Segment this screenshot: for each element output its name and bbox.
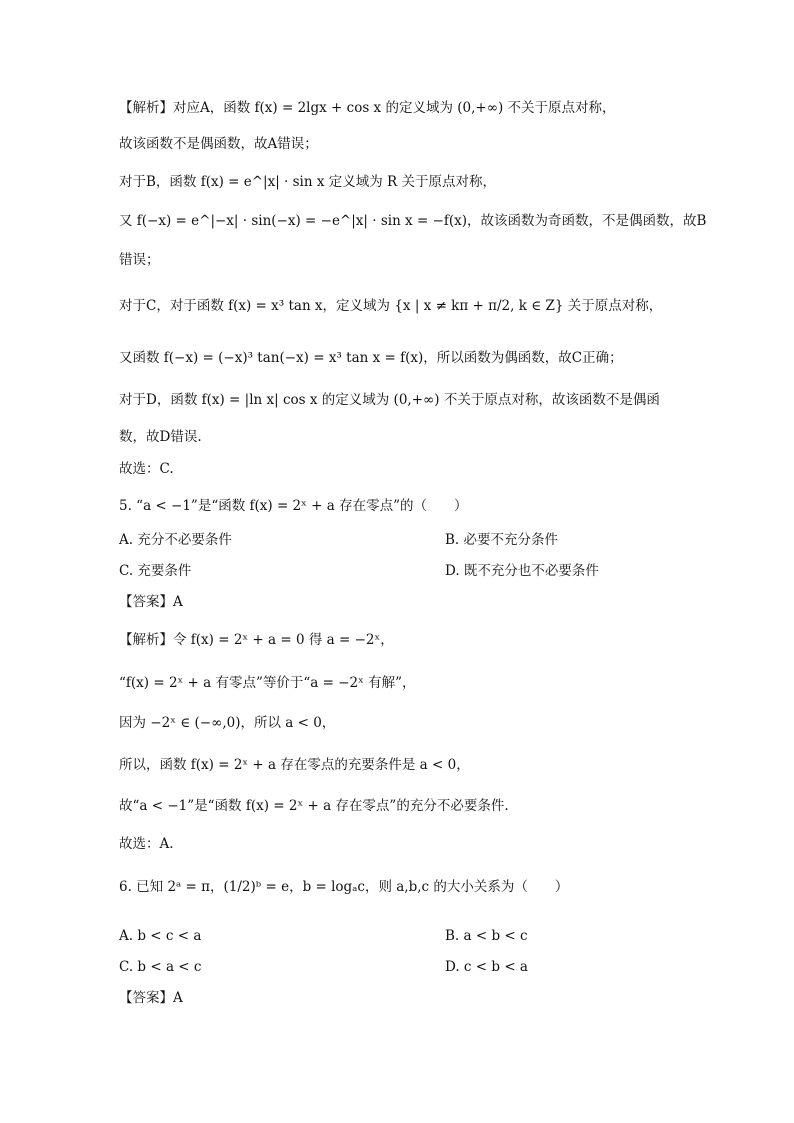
- text-line: 故选：A.: [119, 836, 174, 852]
- text-line: 又 f(−x) = e^|−x| · sin(−x) = −e^|x| · sin x = −f(x)，故该函数为奇函数，不是偶函数，故B: [119, 213, 707, 229]
- text-line: 对于B，函数 f(x) = e^|x| · sin x 定义域为 R 关于原点对称，: [119, 174, 497, 190]
- text-line: 又函数 f(−x) = (−x)³ tan(−x) = x³ tan x = f(x)，所以函数为偶函数，故C正确；: [119, 350, 623, 366]
- text-line: 【答案】A: [119, 594, 183, 610]
- text-line: 数，故D错误.: [119, 429, 202, 445]
- text-line: 故“a < −1”是“函数 f(x) = 2ˣ + a 存在零点”的充分不必要条件.: [119, 798, 509, 814]
- text-line: 6. 已知 2ᵃ = π，(1/2)ᵇ = e，b = logₐc，则 a,b,c 的大小关系为（ ）: [119, 879, 569, 895]
- text-line: 对于D，函数 f(x) = |ln x| cos x 的定义域为 (0,+∞) 不关于原点对称，故该函数不是偶函: [119, 392, 660, 408]
- text-line: 5. “a < −1”是“函数 f(x) = 2ˣ + a 存在零点”的（ ）: [119, 498, 468, 514]
- text-line: 错误；: [119, 252, 160, 268]
- text-line: 【解析】令 f(x) = 2ˣ + a = 0 得 a = −2ˣ，: [119, 632, 394, 648]
- answer-option: A. b < c < a: [119, 928, 202, 944]
- text-line: “f(x) = 2ˣ + a 有零点”等价于“a = −2ˣ 有解”，: [119, 675, 416, 691]
- answer-option: B. 必要不充分条件: [445, 532, 559, 548]
- answer-option: A. 充分不必要条件: [119, 532, 232, 548]
- text-line: 故选：C.: [119, 461, 174, 477]
- text-line: 【答案】A: [119, 990, 183, 1006]
- answer-option: B. a < b < c: [445, 928, 528, 944]
- text-line: 所以，函数 f(x) = 2ˣ + a 存在零点的充要条件是 a < 0，: [119, 757, 470, 773]
- text-line: 因为 −2ˣ ∈ (−∞,0)，所以 a < 0，: [119, 715, 336, 731]
- answer-option: C. 充要条件: [119, 563, 192, 579]
- text-line: 【解析】对应A，函数 f(x) = 2lgx + cos x 的定义域为 (0,+∞) 不关于原点对称，: [119, 100, 616, 116]
- answer-option: C. b < a < c: [119, 959, 202, 975]
- text-line: 故该函数不是偶函数，故A错误；: [119, 136, 318, 152]
- answer-option: D. c < b < a: [445, 959, 528, 975]
- answer-option: D. 既不充分也不必要条件: [445, 563, 599, 579]
- text-line: 对于C，对于函数 f(x) = x³ tan x，定义域为 {x | x ≠ kπ + π/2, k ∈ Z} 关于原点对称，: [119, 298, 663, 314]
